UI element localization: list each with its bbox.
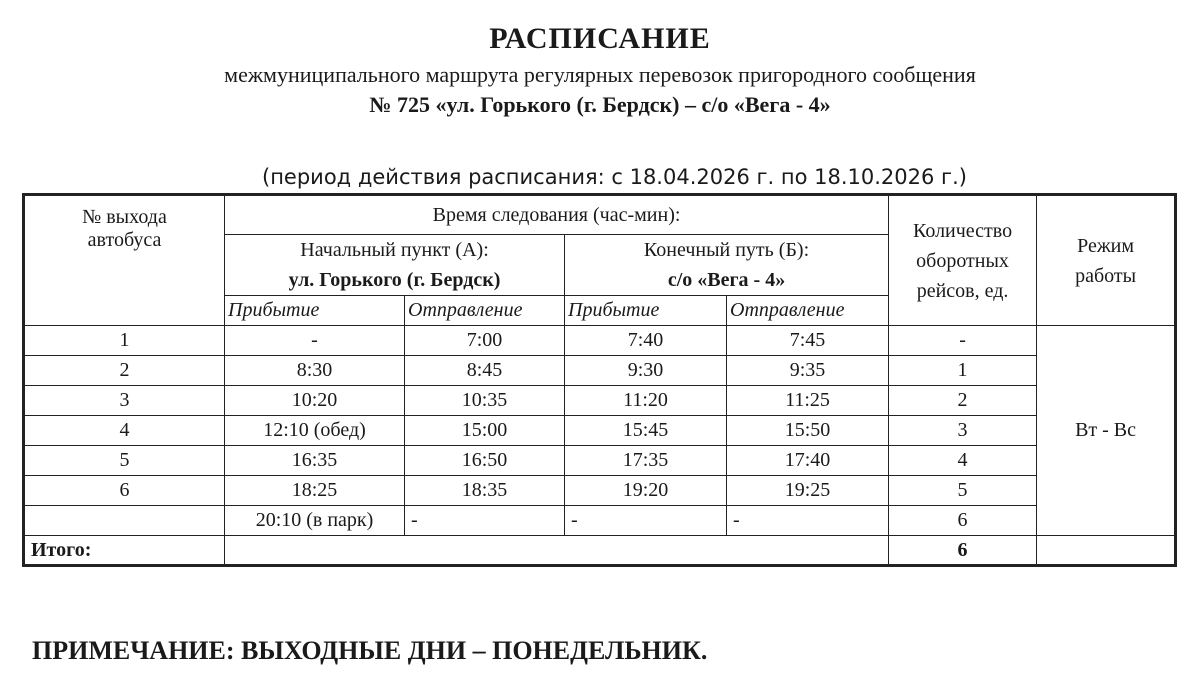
table-row xyxy=(24,476,1176,506)
cell-trips: 5 xyxy=(889,476,1037,506)
cell-trips: 6 xyxy=(889,506,1037,536)
header-start-point xyxy=(225,235,565,296)
cell-b-arrival: 19:20 xyxy=(565,476,727,506)
total-mode-empty xyxy=(1037,536,1176,566)
cell-b-departure: 11:25 xyxy=(727,386,889,416)
table-row xyxy=(24,386,1176,416)
cell-a-departure: 8:45 xyxy=(405,356,565,386)
cell-trips: 1 xyxy=(889,356,1037,386)
header-travel-time: Время следования (час-мин): xyxy=(225,195,889,235)
cell-exit: 6 xyxy=(24,476,225,506)
table-row xyxy=(24,446,1176,476)
document-title: РАСПИСАНИЕ xyxy=(489,22,711,55)
total-value: 6 xyxy=(889,536,1037,566)
document-subtitle: межмуниципального маршрута регулярных перевозок пригородного сообщения xyxy=(224,62,976,87)
header-end-point xyxy=(565,235,889,296)
header-trip-count: Количество оборотных рейсов, ед. xyxy=(889,195,1037,326)
cell-b-departure: 19:25 xyxy=(727,476,889,506)
cell-b-arrival: - xyxy=(565,506,727,536)
subheader-a-departure: Отправление xyxy=(405,296,565,326)
header-work-mode: Режим работы xyxy=(1037,195,1176,326)
subheader-a-arrival: Прибытие xyxy=(225,296,405,326)
start-point-label: Начальный пункт (А): xyxy=(300,239,489,261)
route-name: № 725 «ул. Горького (г. Бердск) – с/о «Вега - 4» xyxy=(369,92,831,117)
cell-exit: 1 xyxy=(24,326,225,356)
cell-b-departure: 9:35 xyxy=(727,356,889,386)
schedule-table xyxy=(22,193,1177,567)
cell-b-arrival: 11:20 xyxy=(565,386,727,416)
cell-a-arrival: 20:10 (в парк) xyxy=(225,506,405,536)
footnote: ПРИМЕЧАНИЕ: ВЫХОДНЫЕ ДНИ – ПОНЕДЕЛЬНИК. xyxy=(32,636,708,665)
cell-exit: 4 xyxy=(24,416,225,446)
header-exit-number: № выхода автобуса xyxy=(24,195,225,326)
subheader-b-departure: Отправление xyxy=(727,296,889,326)
cell-b-arrival: 7:40 xyxy=(565,326,727,356)
total-empty xyxy=(225,536,889,566)
validity-period: (период действия расписания: с 18.04.2026 г. по 18.10.2026 г.) xyxy=(262,165,967,189)
subheader-b-arrival: Прибытие xyxy=(565,296,727,326)
table-row xyxy=(24,326,1176,356)
total-row xyxy=(24,536,1176,566)
table-row xyxy=(24,506,1176,536)
start-point-name: ул. Горького (г. Бердск) xyxy=(288,269,501,291)
cell-b-arrival: 15:45 xyxy=(565,416,727,446)
cell-trips: 4 xyxy=(889,446,1037,476)
cell-b-arrival: 17:35 xyxy=(565,446,727,476)
cell-b-departure: 7:45 xyxy=(727,326,889,356)
cell-a-departure: - xyxy=(405,506,565,536)
cell-a-arrival: 8:30 xyxy=(225,356,405,386)
cell-trips: 2 xyxy=(889,386,1037,416)
cell-a-arrival: - xyxy=(225,326,405,356)
cell-exit: 3 xyxy=(24,386,225,416)
cell-b-departure: - xyxy=(727,506,889,536)
cell-a-departure: 7:00 xyxy=(405,326,565,356)
table-row xyxy=(24,356,1176,386)
cell-a-arrival: 10:20 xyxy=(225,386,405,416)
cell-a-arrival: 12:10 (обед) xyxy=(225,416,405,446)
cell-a-arrival: 18:25 xyxy=(225,476,405,506)
total-label: Итого: xyxy=(24,536,225,566)
cell-a-departure: 15:00 xyxy=(405,416,565,446)
cell-b-departure: 15:50 xyxy=(727,416,889,446)
cell-a-departure: 18:35 xyxy=(405,476,565,506)
cell-trips: 3 xyxy=(889,416,1037,446)
cell-exit xyxy=(24,506,225,536)
cell-a-arrival: 16:35 xyxy=(225,446,405,476)
cell-work-mode: Вт - Вс xyxy=(1037,326,1176,536)
cell-exit: 2 xyxy=(24,356,225,386)
cell-b-arrival: 9:30 xyxy=(565,356,727,386)
end-point-label: Конечный путь (Б): xyxy=(643,239,810,261)
cell-a-departure: 16:50 xyxy=(405,446,565,476)
cell-b-departure: 17:40 xyxy=(727,446,889,476)
cell-a-departure: 10:35 xyxy=(405,386,565,416)
table-row xyxy=(24,416,1176,446)
end-point-name: с/о «Вега - 4» xyxy=(667,269,786,291)
cell-exit: 5 xyxy=(24,446,225,476)
cell-trips: - xyxy=(889,326,1037,356)
